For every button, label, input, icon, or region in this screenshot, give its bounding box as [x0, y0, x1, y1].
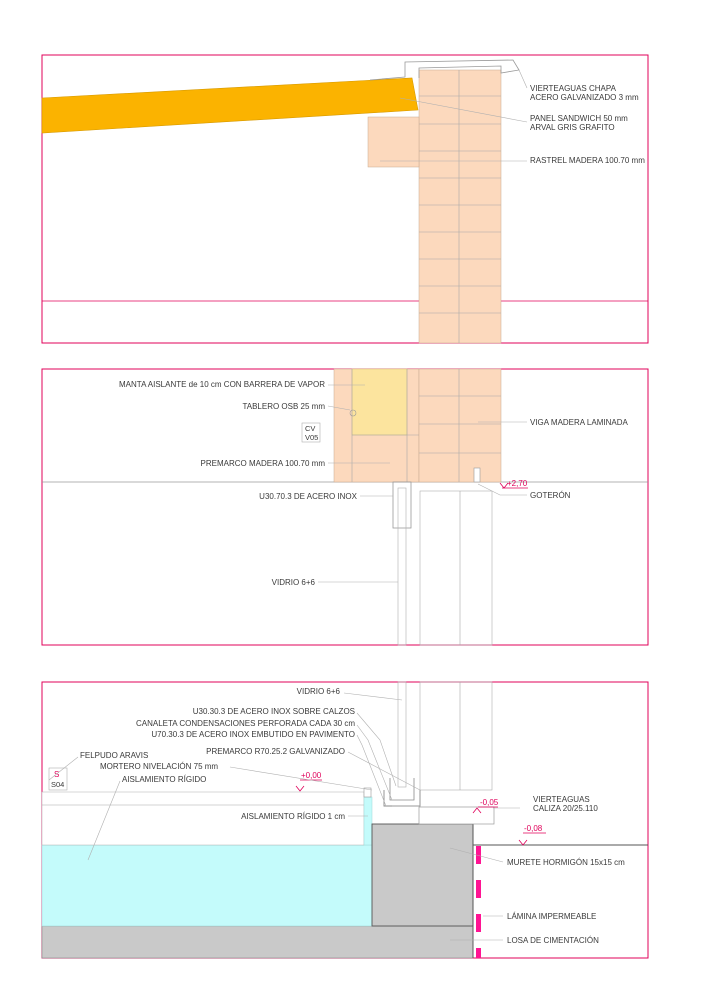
label-slab: LOSA DE CIMENTACIÓN	[507, 936, 599, 945]
glass-pane-lower	[398, 682, 406, 787]
level-outside: -0,08	[524, 824, 543, 833]
label-osb: TABLERO OSB 25 mm	[242, 402, 325, 411]
timber-batten	[368, 117, 419, 167]
label-flashing-line1: VIERTEAGUAS CHAPA	[530, 84, 616, 93]
label-glass-middle: VIDRIO 6+6	[271, 578, 315, 587]
concrete-wall	[372, 824, 473, 926]
level-sill: -0,05	[480, 798, 499, 807]
steel-channel-on-shims	[390, 778, 414, 800]
label-flashing-line2: ACERO GALVANIZADO 3 mm	[530, 93, 639, 102]
label-subframe-galv: PREMARCO R70.25.2 GALVANIZADO	[206, 747, 345, 756]
tag-s-line2: S04	[51, 780, 65, 789]
waterproof-membrane	[476, 846, 481, 958]
insulation-blanket	[352, 369, 407, 435]
label-mortar: MORTERO NIVELACIÓN 75 mm	[100, 762, 219, 771]
label-sandwich-line1: PANEL SANDWICH 50 mm	[530, 114, 628, 123]
label-glass-bottom: VIDRIO 6+6	[296, 687, 340, 696]
label-channel-embedded: U70.30.3 DE ACERO INOX EMBUTIDO EN PAVIMENTO	[151, 730, 355, 739]
tag-cv-line1: CV	[305, 424, 316, 433]
level-head: +2,70	[507, 479, 528, 488]
label-channel: U30.70.3 DE ACERO INOX	[259, 492, 357, 501]
section-window-sill	[42, 682, 648, 958]
label-drip: GOTERÓN	[530, 491, 571, 500]
frame-post-lower	[420, 682, 492, 790]
laminated-beam	[419, 369, 501, 482]
label-beam: VIGA MADERA LAMINADA	[530, 418, 628, 427]
label-channel-shims: U30.30.3 DE ACERO INOX SOBRE CALZOS	[192, 707, 355, 716]
label-subframe: PREMARCO MADERA 100.70 mm	[200, 459, 325, 468]
label-batten: RASTREL MADERA 100.70 mm	[530, 156, 645, 165]
steel-u-channel	[393, 482, 411, 528]
label-membrane: LÁMINA IMPERMEABLE	[507, 912, 597, 921]
label-sandwich-line2: ARVAL GRIS GRAFITO	[530, 123, 615, 132]
rigid-insulation-1cm	[364, 797, 372, 845]
label-blanket: MANTA AISLANTE de 10 cm CON BARRERA DE VAPOR	[119, 380, 325, 389]
section-roof-eave	[42, 55, 648, 343]
foundation-slab	[42, 926, 473, 958]
label-wall: MURETE HORMIGÓN 15x15 cm	[507, 858, 625, 867]
label-sill-line2: CALIZA 20/25.110	[533, 804, 598, 813]
label-rigid: AISLAMIENTO RÍGIDO	[122, 775, 207, 784]
label-gutter: CANALETA CONDENSACIONES PERFORADA CADA 30 cm	[135, 719, 355, 728]
level-floor: +0,00	[301, 771, 322, 780]
rigid-insulation	[42, 845, 372, 926]
label-sill-line1: VIERTEAGUAS	[533, 795, 590, 804]
glass-pane	[398, 528, 406, 645]
label-brush: FELPUDO ARAVIS	[80, 751, 149, 760]
timber-wall-column	[419, 70, 501, 343]
section-window-head	[42, 369, 648, 645]
drip-groove	[474, 468, 480, 482]
tag-cv-line2: V05	[305, 433, 319, 442]
limestone-sill	[419, 807, 494, 824]
label-rigid-1cm: AISLAMIENTO RÍGIDO 1 cm	[241, 812, 345, 821]
tag-s-line1: S	[54, 770, 60, 779]
frame-post	[420, 491, 492, 645]
embedded-steel-channel	[384, 790, 420, 806]
sandwich-panel	[42, 78, 418, 133]
